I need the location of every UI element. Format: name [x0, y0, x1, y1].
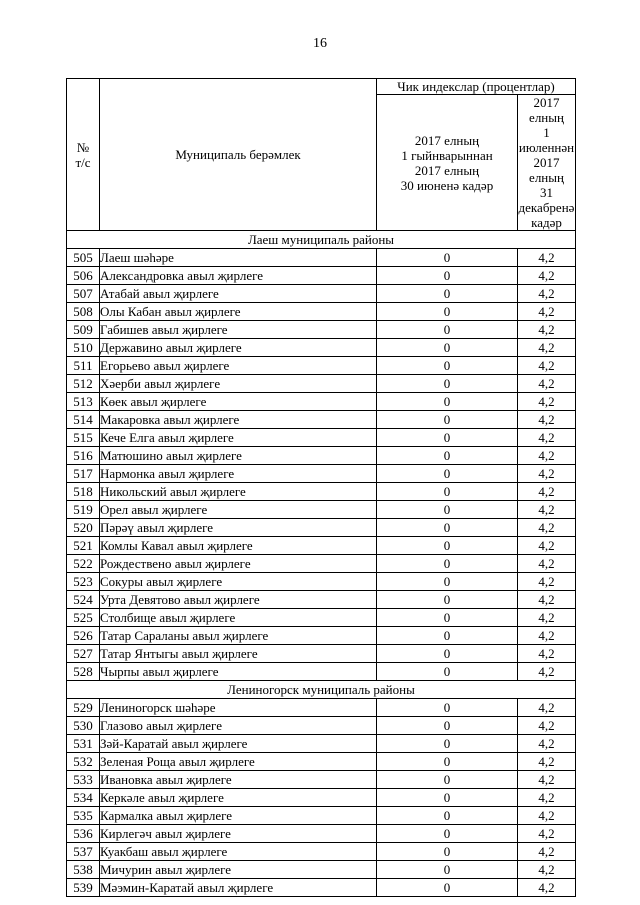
row-index-second-half: 4,2 — [518, 501, 576, 519]
row-index-first-half: 0 — [377, 501, 518, 519]
row-number: 530 — [67, 717, 100, 735]
row-index-first-half: 0 — [377, 717, 518, 735]
header-limit-indices: Чик индекслар (процентлар) — [377, 79, 576, 95]
row-index-second-half: 4,2 — [518, 591, 576, 609]
row-index-first-half: 0 — [377, 663, 518, 681]
row-municipality-name: Лениногорск шәһәре — [100, 699, 377, 717]
row-number: 513 — [67, 393, 100, 411]
row-number: 517 — [67, 465, 100, 483]
row-municipality-name: Державино авыл җирлеге — [100, 339, 377, 357]
row-municipality-name: Чырпы авыл җирлеге — [100, 663, 377, 681]
row-index-first-half: 0 — [377, 411, 518, 429]
row-number: 539 — [67, 879, 100, 897]
row-number: 507 — [67, 285, 100, 303]
row-municipality-name: Пәрәү авыл җирлеге — [100, 519, 377, 537]
row-number: 516 — [67, 447, 100, 465]
row-municipality-name: Зәй-Каратай авыл җирлеге — [100, 735, 377, 753]
row-index-second-half: 4,2 — [518, 861, 576, 879]
row-number: 525 — [67, 609, 100, 627]
row-index-second-half: 4,2 — [518, 537, 576, 555]
row-index-second-half: 4,2 — [518, 447, 576, 465]
row-index-first-half: 0 — [377, 375, 518, 393]
table-row — [67, 861, 576, 879]
row-municipality-name: Кече Елга авыл җирлеге — [100, 429, 377, 447]
row-index-first-half: 0 — [377, 573, 518, 591]
row-index-first-half: 0 — [377, 735, 518, 753]
row-municipality-name: Макаровка авыл җирлеге — [100, 411, 377, 429]
row-number: 520 — [67, 519, 100, 537]
row-number: 523 — [67, 573, 100, 591]
row-index-second-half: 4,2 — [518, 483, 576, 501]
row-municipality-name: Мичурин авыл җирлеге — [100, 861, 377, 879]
row-number: 528 — [67, 663, 100, 681]
table-row — [67, 753, 576, 771]
row-index-second-half: 4,2 — [518, 789, 576, 807]
header-period-second-half: 2017 елның 1 июленнән 2017 елның 31 декабренә кадәр — [518, 95, 575, 230]
table-row — [67, 267, 576, 285]
table-row — [67, 627, 576, 645]
header-period-first-half: 2017 елның 1 гыйнварыннан 2017 елның 30 июненә кадәр — [377, 95, 518, 231]
row-index-second-half: 4,2 — [518, 321, 576, 339]
row-number: 532 — [67, 753, 100, 771]
row-number: 527 — [67, 645, 100, 663]
table-row — [67, 663, 576, 681]
row-index-second-half: 4,2 — [518, 717, 576, 735]
row-number: 533 — [67, 771, 100, 789]
section-title: Лениногорск муниципаль районы — [67, 681, 576, 699]
row-municipality-name: Комлы Кавал авыл җирлеге — [100, 537, 377, 555]
row-index-first-half: 0 — [377, 285, 518, 303]
row-index-second-half: 4,2 — [518, 411, 576, 429]
row-number: 529 — [67, 699, 100, 717]
row-index-second-half: 4,2 — [518, 249, 576, 267]
row-municipality-name: Керкәле авыл җирлеге — [100, 789, 377, 807]
row-index-second-half: 4,2 — [518, 699, 576, 717]
row-index-second-half: 4,2 — [518, 519, 576, 537]
row-index-first-half: 0 — [377, 393, 518, 411]
row-index-first-half: 0 — [377, 591, 518, 609]
row-number: 521 — [67, 537, 100, 555]
row-index-second-half: 4,2 — [518, 573, 576, 591]
row-municipality-name: Александровка авыл җирлеге — [100, 267, 377, 285]
row-municipality-name: Мәэмин-Каратай авыл җирлеге — [100, 879, 377, 897]
table-row — [67, 699, 576, 717]
row-number: 538 — [67, 861, 100, 879]
row-index-second-half: 4,2 — [518, 645, 576, 663]
row-number: 510 — [67, 339, 100, 357]
row-number: 534 — [67, 789, 100, 807]
row-municipality-name: Столбище авыл җирлеге — [100, 609, 377, 627]
table-row — [67, 591, 576, 609]
row-number: 531 — [67, 735, 100, 753]
row-number: 512 — [67, 375, 100, 393]
table-row — [67, 501, 576, 519]
row-number: 537 — [67, 843, 100, 861]
row-index-first-half: 0 — [377, 789, 518, 807]
row-number: 522 — [67, 555, 100, 573]
row-number: 505 — [67, 249, 100, 267]
row-index-second-half: 4,2 — [518, 285, 576, 303]
row-number: 509 — [67, 321, 100, 339]
row-number: 524 — [67, 591, 100, 609]
table-row — [67, 321, 576, 339]
row-number: 511 — [67, 357, 100, 375]
row-index-first-half: 0 — [377, 555, 518, 573]
row-index-second-half: 4,2 — [518, 339, 576, 357]
table-row — [67, 339, 576, 357]
row-municipality-name: Татар Сараланы авыл җирлеге — [100, 627, 377, 645]
row-index-first-half: 0 — [377, 699, 518, 717]
row-municipality-name: Кирлегәч авыл җирлеге — [100, 825, 377, 843]
row-number: 518 — [67, 483, 100, 501]
row-index-second-half: 4,2 — [518, 735, 576, 753]
row-index-second-half: 4,2 — [518, 267, 576, 285]
row-index-first-half: 0 — [377, 267, 518, 285]
row-index-first-half: 0 — [377, 645, 518, 663]
row-index-first-half: 0 — [377, 303, 518, 321]
row-municipality-name: Кармалка авыл җирлеге — [100, 807, 377, 825]
row-index-first-half: 0 — [377, 771, 518, 789]
page-number: 16 — [313, 36, 327, 51]
row-municipality-name: Нармонка авыл җирлеге — [100, 465, 377, 483]
table-row — [67, 555, 576, 573]
table-row — [67, 303, 576, 321]
table-row — [67, 285, 576, 303]
row-index-second-half: 4,2 — [518, 825, 576, 843]
table-row — [67, 375, 576, 393]
row-number: 514 — [67, 411, 100, 429]
row-municipality-name: Рождествено авыл җирлеге — [100, 555, 377, 573]
row-index-first-half: 0 — [377, 321, 518, 339]
row-municipality-name: Матюшино авыл җирлеге — [100, 447, 377, 465]
row-municipality-name: Олы Кабан авыл җирлеге — [100, 303, 377, 321]
table-row — [67, 429, 576, 447]
row-index-first-half: 0 — [377, 879, 518, 897]
row-index-second-half: 4,2 — [518, 807, 576, 825]
table-row — [67, 483, 576, 501]
table-row — [67, 789, 576, 807]
row-number: 535 — [67, 807, 100, 825]
row-number: 536 — [67, 825, 100, 843]
row-index-first-half: 0 — [377, 537, 518, 555]
row-index-first-half: 0 — [377, 249, 518, 267]
row-index-second-half: 4,2 — [518, 771, 576, 789]
row-index-second-half: 4,2 — [518, 429, 576, 447]
row-index-first-half: 0 — [377, 429, 518, 447]
row-municipality-name: Ивановка авыл җирлеге — [100, 771, 377, 789]
row-index-first-half: 0 — [377, 483, 518, 501]
table-row — [67, 735, 576, 753]
row-index-second-half: 4,2 — [518, 303, 576, 321]
row-index-first-half: 0 — [377, 447, 518, 465]
table-row — [67, 393, 576, 411]
table-row — [67, 717, 576, 735]
row-index-first-half: 0 — [377, 807, 518, 825]
row-index-second-half: 4,2 — [518, 357, 576, 375]
row-municipality-name: Татар Янтыгы авыл җирлеге — [100, 645, 377, 663]
table-row — [67, 357, 576, 375]
row-municipality-name: Зеленая Роща авыл җирлеге — [100, 753, 377, 771]
row-index-second-half: 4,2 — [518, 753, 576, 771]
row-municipality-name: Куакбаш авыл җирлеге — [100, 843, 377, 861]
row-index-first-half: 0 — [377, 861, 518, 879]
table-row — [67, 411, 576, 429]
row-number: 526 — [67, 627, 100, 645]
row-index-second-half: 4,2 — [518, 375, 576, 393]
row-municipality-name: Егорьево авыл җирлеге — [100, 357, 377, 375]
row-number: 506 — [67, 267, 100, 285]
row-municipality-name: Сокуры авыл җирлеге — [100, 573, 377, 591]
row-municipality-name: Көек авыл җирлеге — [100, 393, 377, 411]
row-municipality-name: Орел авыл җирлеге — [100, 501, 377, 519]
indices-table — [66, 78, 576, 897]
row-municipality-name: Лаеш шәһәре — [100, 249, 377, 267]
section-title: Лаеш муниципаль районы — [67, 231, 576, 249]
row-index-second-half: 4,2 — [518, 879, 576, 897]
row-index-second-half: 4,2 — [518, 465, 576, 483]
row-number: 508 — [67, 303, 100, 321]
table-row — [67, 807, 576, 825]
header-number: № т/с — [67, 79, 100, 231]
row-number: 519 — [67, 501, 100, 519]
row-municipality-name: Глазово авыл җирлеге — [100, 717, 377, 735]
table-row — [67, 879, 576, 897]
table-row — [67, 573, 576, 591]
row-municipality-name: Атабай авыл җирлеге — [100, 285, 377, 303]
row-index-second-half: 4,2 — [518, 393, 576, 411]
row-number: 515 — [67, 429, 100, 447]
table-row — [67, 465, 576, 483]
row-index-first-half: 0 — [377, 339, 518, 357]
table-row — [67, 645, 576, 663]
row-index-second-half: 4,2 — [518, 609, 576, 627]
row-index-first-half: 0 — [377, 609, 518, 627]
row-index-second-half: 4,2 — [518, 663, 576, 681]
table-row — [67, 519, 576, 537]
row-index-second-half: 4,2 — [518, 627, 576, 645]
row-index-first-half: 0 — [377, 627, 518, 645]
row-municipality-name: Урта Девятово авыл җирлеге — [100, 591, 377, 609]
row-index-first-half: 0 — [377, 465, 518, 483]
row-index-first-half: 0 — [377, 843, 518, 861]
table-body — [67, 231, 576, 897]
row-index-second-half: 4,2 — [518, 555, 576, 573]
row-index-first-half: 0 — [377, 519, 518, 537]
table-row — [67, 447, 576, 465]
header-municipality: Муниципаль берәмлек — [100, 79, 377, 231]
table-row — [67, 537, 576, 555]
row-index-second-half: 4,2 — [518, 843, 576, 861]
section-row — [67, 231, 576, 249]
section-row — [67, 681, 576, 699]
table-row — [67, 825, 576, 843]
row-index-first-half: 0 — [377, 357, 518, 375]
table-row — [67, 771, 576, 789]
table-row — [67, 609, 576, 627]
row-municipality-name: Габишев авыл җирлеге — [100, 321, 377, 339]
row-index-first-half: 0 — [377, 825, 518, 843]
row-index-first-half: 0 — [377, 753, 518, 771]
row-municipality-name: Никольский авыл җирлеге — [100, 483, 377, 501]
table-row — [67, 249, 576, 267]
table-row — [67, 843, 576, 861]
row-municipality-name: Хәерби авыл җирлеге — [100, 375, 377, 393]
